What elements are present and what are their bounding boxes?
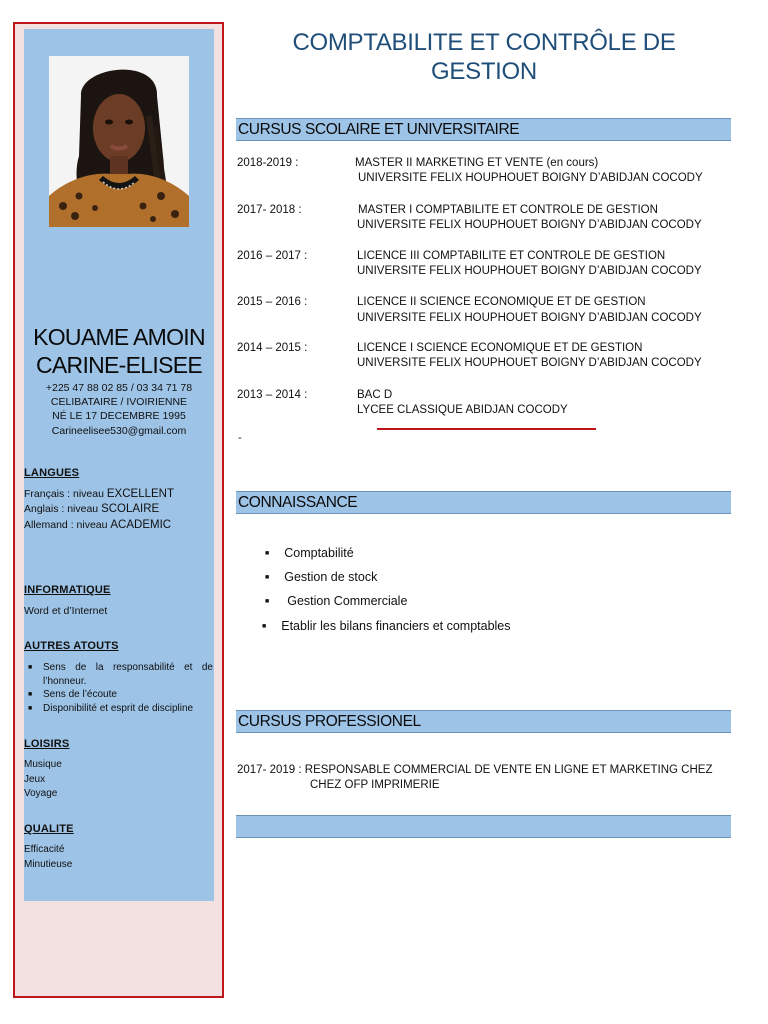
red-underline-divider <box>377 428 596 430</box>
experience-line: 2017- 2019 : RESPONSABLE COMMERCIAL DE VENTE EN LIGNE ET MARKETING CHEZ <box>237 764 713 776</box>
stray-dash: - <box>238 432 242 444</box>
atout-text: Sens de la responsabilité et de l’honneur. <box>43 662 213 687</box>
education-degree: BAC D <box>357 389 393 401</box>
qualite-list <box>24 843 72 872</box>
loisirs-list <box>24 758 62 802</box>
education-school: UNIVERSITE FELIX HOUPHOUET BOIGNY D’ABIDJAN COCODY <box>357 265 702 277</box>
list-item <box>262 619 511 633</box>
education-date: 2015 – 2016 : <box>237 296 308 308</box>
birth-date: NÉ LE 17 DECEMBRE 1995 <box>52 410 186 422</box>
list-item: Minutieuse <box>24 858 73 870</box>
skill-text: Gestion de stock <box>284 570 378 584</box>
language-english <box>24 502 159 517</box>
email-address: Carineelisee530@gmail.com <box>51 425 187 437</box>
language-label: Allemand : niveau <box>24 519 111 531</box>
square-bullet-icon: ■ <box>28 705 33 712</box>
language-label: Français : niveau <box>24 488 107 500</box>
skill-text: Gestion Commerciale <box>287 594 408 608</box>
education-school: LYCEE CLASSIQUE ABIDJAN COCODY <box>357 404 568 416</box>
civil-status: CELIBATAIRE / IVOIRIENNE <box>50 396 188 408</box>
square-bullet-icon: ■ <box>265 597 270 605</box>
square-bullet-icon: ■ <box>28 664 33 671</box>
person-name <box>24 323 214 379</box>
list-item <box>24 661 214 688</box>
atout-text: Disponibilité et esprit de discipline <box>43 703 194 714</box>
language-level: SCOLAIRE <box>101 503 160 515</box>
professionnel-section-bar: CURSUS PROFESSIONEL <box>236 710 731 733</box>
education-degree: MASTER II MARKETING ET VENTE (en cours) <box>355 157 599 169</box>
language-level: EXCELLENT <box>106 488 174 500</box>
list-item: Efficacité <box>24 844 65 855</box>
square-bullet-icon: ■ <box>262 622 267 630</box>
square-bullet-icon: ■ <box>265 549 270 557</box>
informatique-text: Word et d’Internet <box>24 605 108 617</box>
education-date: 2013 – 2014 : <box>237 389 308 401</box>
langues-heading: LANGUES <box>24 467 80 479</box>
education-school: UNIVERSITE FELIX HOUPHOUET BOIGNY D’ABIDJAN COCODY <box>357 312 702 324</box>
informatique-heading: INFORMATIQUE <box>24 584 111 596</box>
language-label: Anglais : niveau <box>24 503 102 515</box>
document-title <box>236 28 732 86</box>
education-date: 2014 – 2015 : <box>237 342 308 354</box>
title-line-2: GESTION <box>431 58 537 85</box>
loisirs-heading: LOISIRS <box>24 738 70 750</box>
connaissance-section-bar: CONNAISSANCE <box>236 491 731 514</box>
language-german <box>24 518 171 533</box>
education-date: 2016 – 2017 : <box>237 250 308 262</box>
list-item: Musique <box>24 759 62 770</box>
list-item <box>265 546 354 560</box>
name-line-1: KOUAME AMOIN <box>33 324 205 350</box>
list-item <box>24 688 214 702</box>
atouts-heading: AUTRES ATOUTS <box>24 640 119 652</box>
list-item <box>265 594 407 608</box>
qualite-heading: QUALITE <box>24 823 74 835</box>
empty-section-bar <box>236 815 731 838</box>
education-school: UNIVERSITE FELIX HOUPHOUET BOIGNY D’ABIDJAN COCODY <box>357 219 702 231</box>
title-line-1: COMPTABILITE ET CONTRÔLE DE <box>292 29 676 56</box>
list-item <box>24 702 214 716</box>
education-school: UNIVERSITE FELIX HOUPHOUET BOIGNY D’ABIDJAN COCODY <box>358 172 703 184</box>
education-degree: LICENCE II SCIENCE ECONOMIQUE ET DE GESTION <box>357 296 646 308</box>
square-bullet-icon: ■ <box>28 691 33 698</box>
education-school: UNIVERSITE FELIX HOUPHOUET BOIGNY D’ABIDJAN COCODY <box>357 357 702 369</box>
skill-text: Comptabilité <box>284 546 354 560</box>
education-date: 2018-2019 : <box>237 157 299 169</box>
experience-company: CHEZ OFP IMPRIMERIE <box>310 779 440 791</box>
list-item: Voyage <box>24 788 58 799</box>
square-bullet-icon: ■ <box>265 573 270 581</box>
atouts-list <box>24 661 214 716</box>
phone-numbers: +225 47 88 02 85 / 03 34 71 78 <box>45 382 193 394</box>
portrait-illustration <box>49 56 189 227</box>
education-section-bar: CURSUS SCOLAIRE ET UNIVERSITAIRE <box>236 118 731 141</box>
profile-photo <box>49 56 189 227</box>
atout-text: Sens de l’écoute <box>43 689 117 700</box>
language-french <box>24 487 174 502</box>
list-item: Jeux <box>24 773 46 785</box>
education-degree: MASTER I COMPTABILITE ET CONTROLE DE GESTION <box>358 204 658 216</box>
education-date: 2017- 2018 : <box>237 204 302 216</box>
name-line-2: CARINE-ELISEE <box>35 352 202 378</box>
skill-text: Etablir les bilans financiers et comptables <box>281 619 511 633</box>
language-level: ACADEMIC <box>110 519 172 531</box>
education-degree: LICENCE III COMPTABILITE ET CONTROLE DE GESTION <box>357 250 666 262</box>
list-item <box>265 570 377 584</box>
education-degree: LICENCE I SCIENCE ECONOMIQUE ET DE GESTION <box>357 342 643 354</box>
